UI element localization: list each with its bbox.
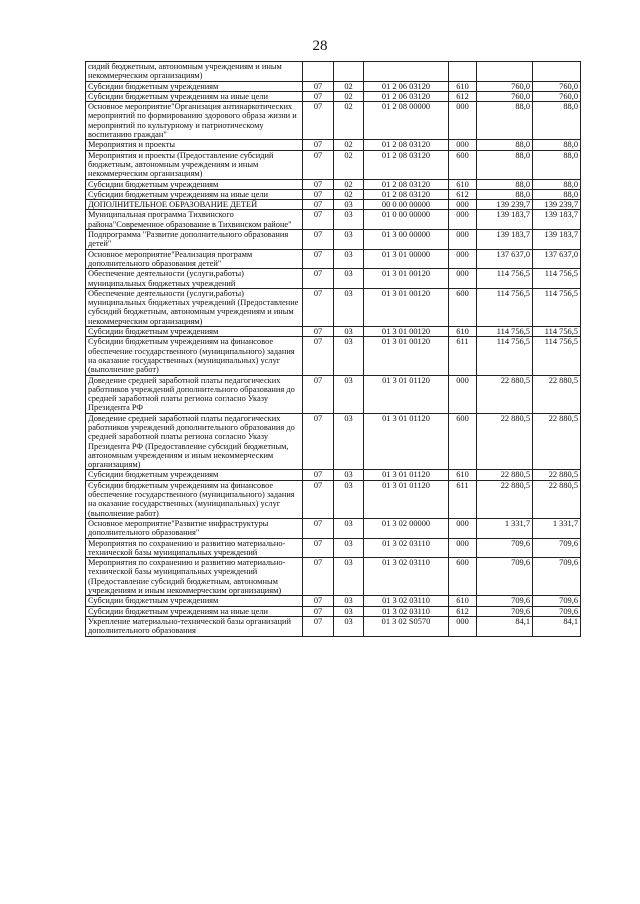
amount-2-cell: 709,6 bbox=[533, 606, 581, 616]
target-article-cell: 01 3 01 00120 bbox=[364, 288, 449, 326]
subsection-code-cell: 03 bbox=[334, 470, 364, 480]
row-name-cell: Субсидии бюджетным учреждениям bbox=[86, 470, 303, 480]
table-row bbox=[86, 606, 581, 616]
amount-1-cell: 114 756,5 bbox=[477, 327, 533, 337]
section-code-cell: 07 bbox=[303, 337, 334, 375]
table-row bbox=[86, 518, 581, 538]
subsection-code-cell: 02 bbox=[334, 179, 364, 189]
amount-2-cell: 139 239,7 bbox=[533, 200, 581, 210]
row-name-cell: Муниципальная программа Тихвинского района"Современное образование в Тихвинском районе" bbox=[86, 210, 303, 230]
amount-1-cell: 139 183,7 bbox=[477, 210, 533, 230]
amount-2-cell: 22 880,5 bbox=[533, 375, 581, 413]
amount-2-cell: 84,1 bbox=[533, 616, 581, 636]
amount-2-cell: 137 637,0 bbox=[533, 249, 581, 269]
amount-2-cell: 760,0 bbox=[533, 91, 581, 101]
subsection-code-cell: 02 bbox=[334, 81, 364, 91]
subsection-code-cell: 03 bbox=[334, 288, 364, 326]
amount-1-cell: 137 637,0 bbox=[477, 249, 533, 269]
amount-2-cell: 114 756,5 bbox=[533, 269, 581, 289]
section-code-cell: 07 bbox=[303, 518, 334, 538]
row-name-cell: Основное мероприятие"Организация антинаркотических мероприятий по формированию здорового образа жизни и мероприятий по культурному и патриотическому воспитанию граждан" bbox=[86, 102, 303, 140]
target-article-cell: 01 3 01 01120 bbox=[364, 375, 449, 413]
subsection-code-cell: 03 bbox=[334, 337, 364, 375]
section-code-cell: 07 bbox=[303, 413, 334, 470]
expense-type-cell: 000 bbox=[449, 210, 477, 230]
expense-type-cell: 612 bbox=[449, 606, 477, 616]
amount-2-cell: 22 880,5 bbox=[533, 413, 581, 470]
table-row bbox=[86, 538, 581, 558]
amount-2-cell: 760,0 bbox=[533, 81, 581, 91]
table-row bbox=[86, 91, 581, 101]
target-article-cell: 00 0 00 00000 bbox=[364, 200, 449, 210]
subsection-code-cell: 03 bbox=[334, 327, 364, 337]
table-row bbox=[86, 327, 581, 337]
row-name-cell: Доведение средней заработной платы педагогических работников учреждений дополнительного образования до средней заработной платы региона согласно Указу Президента РФ (Предоставление субсидий бюджетным, автономным учреждениям и иным некоммерческим организациям) bbox=[86, 413, 303, 470]
target-article-cell: 01 0 00 00000 bbox=[364, 210, 449, 230]
subsection-code-cell: 03 bbox=[334, 518, 364, 538]
amount-2-cell: 709,6 bbox=[533, 596, 581, 606]
target-article-cell: 01 3 02 03110 bbox=[364, 596, 449, 606]
row-name-cell: Субсидии бюджетным учреждениям bbox=[86, 327, 303, 337]
subsection-code-cell: 03 bbox=[334, 210, 364, 230]
row-name-cell: Мероприятия по сохранению и развитию материально-технической базы муниципальных учреждений (Предоставление субсидий бюджетным, автономным учреждениям и иным некоммерческим организациям) bbox=[86, 558, 303, 596]
section-code-cell: 07 bbox=[303, 480, 334, 518]
amount-1-cell: 84,1 bbox=[477, 616, 533, 636]
row-name-cell: Субсидии бюджетным учреждениям bbox=[86, 81, 303, 91]
target-article-cell: 01 3 02 03110 bbox=[364, 606, 449, 616]
target-article-cell: 01 2 08 03120 bbox=[364, 189, 449, 199]
section-code-cell: 07 bbox=[303, 558, 334, 596]
subsection-code-cell: 03 bbox=[334, 596, 364, 606]
target-article-cell: 01 3 02 03110 bbox=[364, 558, 449, 596]
section-code-cell: 07 bbox=[303, 91, 334, 101]
row-name-cell: Субсидии бюджетным учреждениям bbox=[86, 179, 303, 189]
amount-1-cell: 709,6 bbox=[477, 558, 533, 596]
row-name-cell: Субсидии бюджетным учреждениям на финансовое обеспечение государственного (муниципального) задания на оказание государственных (муниципальных) услуг (выполнение работ) bbox=[86, 480, 303, 518]
row-name-cell: Подпрограмма "Развитие дополнительного образования детей" bbox=[86, 230, 303, 250]
amount-1-cell: 709,6 bbox=[477, 538, 533, 558]
section-code-cell: 07 bbox=[303, 375, 334, 413]
subsection-code-cell: 02 bbox=[334, 140, 364, 150]
target-article-cell: 01 3 01 00120 bbox=[364, 327, 449, 337]
expense-type-cell: 611 bbox=[449, 480, 477, 518]
subsection-code-cell: 03 bbox=[334, 249, 364, 269]
expense-type-cell: 600 bbox=[449, 150, 477, 179]
expense-type-cell: 611 bbox=[449, 337, 477, 375]
table-row bbox=[86, 480, 581, 518]
amount-1-cell: 88,0 bbox=[477, 179, 533, 189]
amount-2-cell: 88,0 bbox=[533, 189, 581, 199]
amount-2-cell: 114 756,5 bbox=[533, 337, 581, 375]
amount-2-cell: 114 756,5 bbox=[533, 327, 581, 337]
row-name-cell: Обеспечение деятельности (услуги,работы) муниципальных бюджетных учреждений (Предоставление субсидий бюджетным, автономным учреждениям и иным некоммерческим организациям) bbox=[86, 288, 303, 326]
subsection-code-cell: 02 bbox=[334, 91, 364, 101]
page-number: 28 bbox=[312, 38, 328, 54]
subsection-code-cell: 03 bbox=[334, 269, 364, 289]
amount-1-cell: 22 880,5 bbox=[477, 375, 533, 413]
table-row bbox=[86, 616, 581, 636]
section-code-cell: 07 bbox=[303, 150, 334, 179]
row-name-cell: Мероприятия и проекты (Предоставление субсидий бюджетным, автономным учреждениям и иным некоммерческим организациям) bbox=[86, 150, 303, 179]
target-article-cell: 01 3 02 00000 bbox=[364, 518, 449, 538]
amount-1-cell: 22 880,5 bbox=[477, 470, 533, 480]
expense-type-cell: 600 bbox=[449, 288, 477, 326]
subsection-code-cell: 03 bbox=[334, 538, 364, 558]
expense-type-cell: 610 bbox=[449, 81, 477, 91]
budget-table-body bbox=[86, 62, 581, 637]
table-row bbox=[86, 200, 581, 210]
target-article-cell: 01 3 01 01120 bbox=[364, 480, 449, 518]
table-row bbox=[86, 413, 581, 470]
amount-1-cell: 22 880,5 bbox=[477, 480, 533, 518]
target-article-cell: 01 3 02 03110 bbox=[364, 538, 449, 558]
amount-1-cell: 709,6 bbox=[477, 596, 533, 606]
subsection-code-cell: 03 bbox=[334, 616, 364, 636]
section-code-cell: 07 bbox=[303, 210, 334, 230]
section-code-cell: 07 bbox=[303, 288, 334, 326]
table-row bbox=[86, 140, 581, 150]
amount-1-cell: 114 756,5 bbox=[477, 288, 533, 326]
table-row bbox=[86, 269, 581, 289]
section-code-cell: 07 bbox=[303, 538, 334, 558]
expense-type-cell: 000 bbox=[449, 200, 477, 210]
table-row bbox=[86, 210, 581, 230]
row-name-cell: Основное мероприятие"Развитие инфраструктуры дополнительного образования" bbox=[86, 518, 303, 538]
target-article-cell: 01 3 02 S0570 bbox=[364, 616, 449, 636]
subsection-code-cell: 03 bbox=[334, 558, 364, 596]
row-name-cell: Обеспечение деятельности (услуги,работы) муниципальных бюджетных учреждений bbox=[86, 269, 303, 289]
expense-type-cell: 000 bbox=[449, 375, 477, 413]
expense-type-cell: 000 bbox=[449, 249, 477, 269]
section-code-cell: 07 bbox=[303, 102, 334, 140]
row-name-cell: ДОПОЛНИТЕЛЬНОЕ ОБРАЗОВАНИЕ ДЕТЕЙ bbox=[86, 200, 303, 210]
amount-1-cell: 1 331,7 bbox=[477, 518, 533, 538]
expense-type-cell: 612 bbox=[449, 91, 477, 101]
expense-type-cell: 612 bbox=[449, 189, 477, 199]
subsection-code-cell: 03 bbox=[334, 200, 364, 210]
table-row bbox=[86, 102, 581, 140]
row-name-cell: Субсидии бюджетным учреждениям bbox=[86, 596, 303, 606]
target-article-cell bbox=[364, 62, 449, 82]
section-code-cell: 07 bbox=[303, 269, 334, 289]
expense-type-cell: 000 bbox=[449, 269, 477, 289]
row-name-cell: Мероприятия по сохранению и развитию материально-технической базы муниципальных учреждений bbox=[86, 538, 303, 558]
section-code-cell: 07 bbox=[303, 606, 334, 616]
target-article-cell: 01 2 08 03120 bbox=[364, 179, 449, 189]
budget-table bbox=[85, 61, 581, 637]
row-name-cell: Субсидии бюджетным учреждениям на финансовое обеспечение государственного (муниципального) задания на оказание государственных (муниципальных) услуг (выполнение работ) bbox=[86, 337, 303, 375]
expense-type-cell: 600 bbox=[449, 413, 477, 470]
table-row bbox=[86, 375, 581, 413]
table-row bbox=[86, 558, 581, 596]
row-name-cell: сидий бюджетным, автономным учреждениям и иным некоммерческим организациям) bbox=[86, 62, 303, 82]
amount-1-cell: 22 880,5 bbox=[477, 413, 533, 470]
amount-2-cell: 139 183,7 bbox=[533, 210, 581, 230]
amount-1-cell: 139 239,7 bbox=[477, 200, 533, 210]
section-code-cell: 07 bbox=[303, 140, 334, 150]
amount-2-cell bbox=[533, 62, 581, 82]
expense-type-cell: 000 bbox=[449, 230, 477, 250]
table-row bbox=[86, 189, 581, 199]
expense-type-cell: 000 bbox=[449, 616, 477, 636]
expense-type-cell: 610 bbox=[449, 327, 477, 337]
table-row bbox=[86, 337, 581, 375]
target-article-cell: 01 2 08 03120 bbox=[364, 150, 449, 179]
target-article-cell: 01 3 00 00000 bbox=[364, 230, 449, 250]
expense-type-cell: 600 bbox=[449, 558, 477, 596]
target-article-cell: 01 2 08 03120 bbox=[364, 140, 449, 150]
expense-type-cell: 000 bbox=[449, 538, 477, 558]
subsection-code-cell: 03 bbox=[334, 606, 364, 616]
subsection-code-cell: 03 bbox=[334, 480, 364, 518]
section-code-cell: 07 bbox=[303, 616, 334, 636]
subsection-code-cell: 02 bbox=[334, 150, 364, 179]
amount-1-cell: 709,6 bbox=[477, 606, 533, 616]
section-code-cell: 07 bbox=[303, 230, 334, 250]
row-name-cell: Субсидии бюджетным учреждениям на иные цели bbox=[86, 606, 303, 616]
amount-2-cell: 22 880,5 bbox=[533, 480, 581, 518]
row-name-cell: Субсидии бюджетным учреждениям на иные цели bbox=[86, 91, 303, 101]
amount-2-cell: 88,0 bbox=[533, 150, 581, 179]
section-code-cell: 07 bbox=[303, 470, 334, 480]
table-row bbox=[86, 81, 581, 91]
amount-2-cell: 22 880,5 bbox=[533, 470, 581, 480]
table-row bbox=[86, 596, 581, 606]
expense-type-cell: 000 bbox=[449, 518, 477, 538]
expense-type-cell: 000 bbox=[449, 102, 477, 140]
expense-type-cell: 000 bbox=[449, 140, 477, 150]
expense-type-cell: 610 bbox=[449, 596, 477, 606]
row-name-cell: Мероприятия и проекты bbox=[86, 140, 303, 150]
section-code-cell: 07 bbox=[303, 179, 334, 189]
target-article-cell: 01 2 06 03120 bbox=[364, 81, 449, 91]
target-article-cell: 01 2 08 00000 bbox=[364, 102, 449, 140]
section-code-cell: 07 bbox=[303, 189, 334, 199]
subsection-code-cell bbox=[334, 62, 364, 82]
row-name-cell: Укрепление материально-технической базы организаций дополнительного образования bbox=[86, 616, 303, 636]
amount-2-cell: 114 756,5 bbox=[533, 288, 581, 326]
amount-1-cell: 88,0 bbox=[477, 189, 533, 199]
amount-1-cell: 114 756,5 bbox=[477, 269, 533, 289]
amount-1-cell: 139 183,7 bbox=[477, 230, 533, 250]
subsection-code-cell: 02 bbox=[334, 189, 364, 199]
amount-2-cell: 709,6 bbox=[533, 558, 581, 596]
amount-1-cell: 760,0 bbox=[477, 91, 533, 101]
amount-2-cell: 709,6 bbox=[533, 538, 581, 558]
section-code-cell: 07 bbox=[303, 327, 334, 337]
table-row bbox=[86, 249, 581, 269]
amount-1-cell: 88,0 bbox=[477, 102, 533, 140]
subsection-code-cell: 03 bbox=[334, 230, 364, 250]
amount-1-cell: 760,0 bbox=[477, 81, 533, 91]
table-row bbox=[86, 288, 581, 326]
section-code-cell: 07 bbox=[303, 81, 334, 91]
subsection-code-cell: 02 bbox=[334, 102, 364, 140]
table-row bbox=[86, 230, 581, 250]
table-row bbox=[86, 62, 581, 82]
amount-2-cell: 139 183,7 bbox=[533, 230, 581, 250]
amount-2-cell: 88,0 bbox=[533, 179, 581, 189]
target-article-cell: 01 3 01 00120 bbox=[364, 337, 449, 375]
amount-1-cell: 88,0 bbox=[477, 150, 533, 179]
expense-type-cell bbox=[449, 62, 477, 82]
section-code-cell: 07 bbox=[303, 249, 334, 269]
expense-type-cell: 610 bbox=[449, 179, 477, 189]
section-code-cell bbox=[303, 62, 334, 82]
row-name-cell: Основное мероприятие"Реализация программ дополнительного образования детей" bbox=[86, 249, 303, 269]
section-code-cell: 07 bbox=[303, 596, 334, 606]
row-name-cell: Доведение средней заработной платы педагогических работников учреждений дополнительного образования до средней заработной платы регионa согласно Указу Президента РФ bbox=[86, 375, 303, 413]
section-code-cell: 07 bbox=[303, 200, 334, 210]
amount-1-cell: 88,0 bbox=[477, 140, 533, 150]
target-article-cell: 01 3 01 01120 bbox=[364, 470, 449, 480]
subsection-code-cell: 03 bbox=[334, 413, 364, 470]
row-name-cell: Субсидии бюджетным учреждениям на иные цели bbox=[86, 189, 303, 199]
subsection-code-cell: 03 bbox=[334, 375, 364, 413]
target-article-cell: 01 3 01 01120 bbox=[364, 413, 449, 470]
target-article-cell: 01 3 01 00120 bbox=[364, 269, 449, 289]
amount-1-cell: 114 756,5 bbox=[477, 337, 533, 375]
target-article-cell: 01 2 06 03120 bbox=[364, 91, 449, 101]
amount-2-cell: 88,0 bbox=[533, 140, 581, 150]
expense-type-cell: 610 bbox=[449, 470, 477, 480]
table-row bbox=[86, 150, 581, 179]
amount-1-cell bbox=[477, 62, 533, 82]
amount-2-cell: 88,0 bbox=[533, 102, 581, 140]
amount-2-cell: 1 331,7 bbox=[533, 518, 581, 538]
table-row bbox=[86, 470, 581, 480]
table-row bbox=[86, 179, 581, 189]
target-article-cell: 01 3 01 00000 bbox=[364, 249, 449, 269]
